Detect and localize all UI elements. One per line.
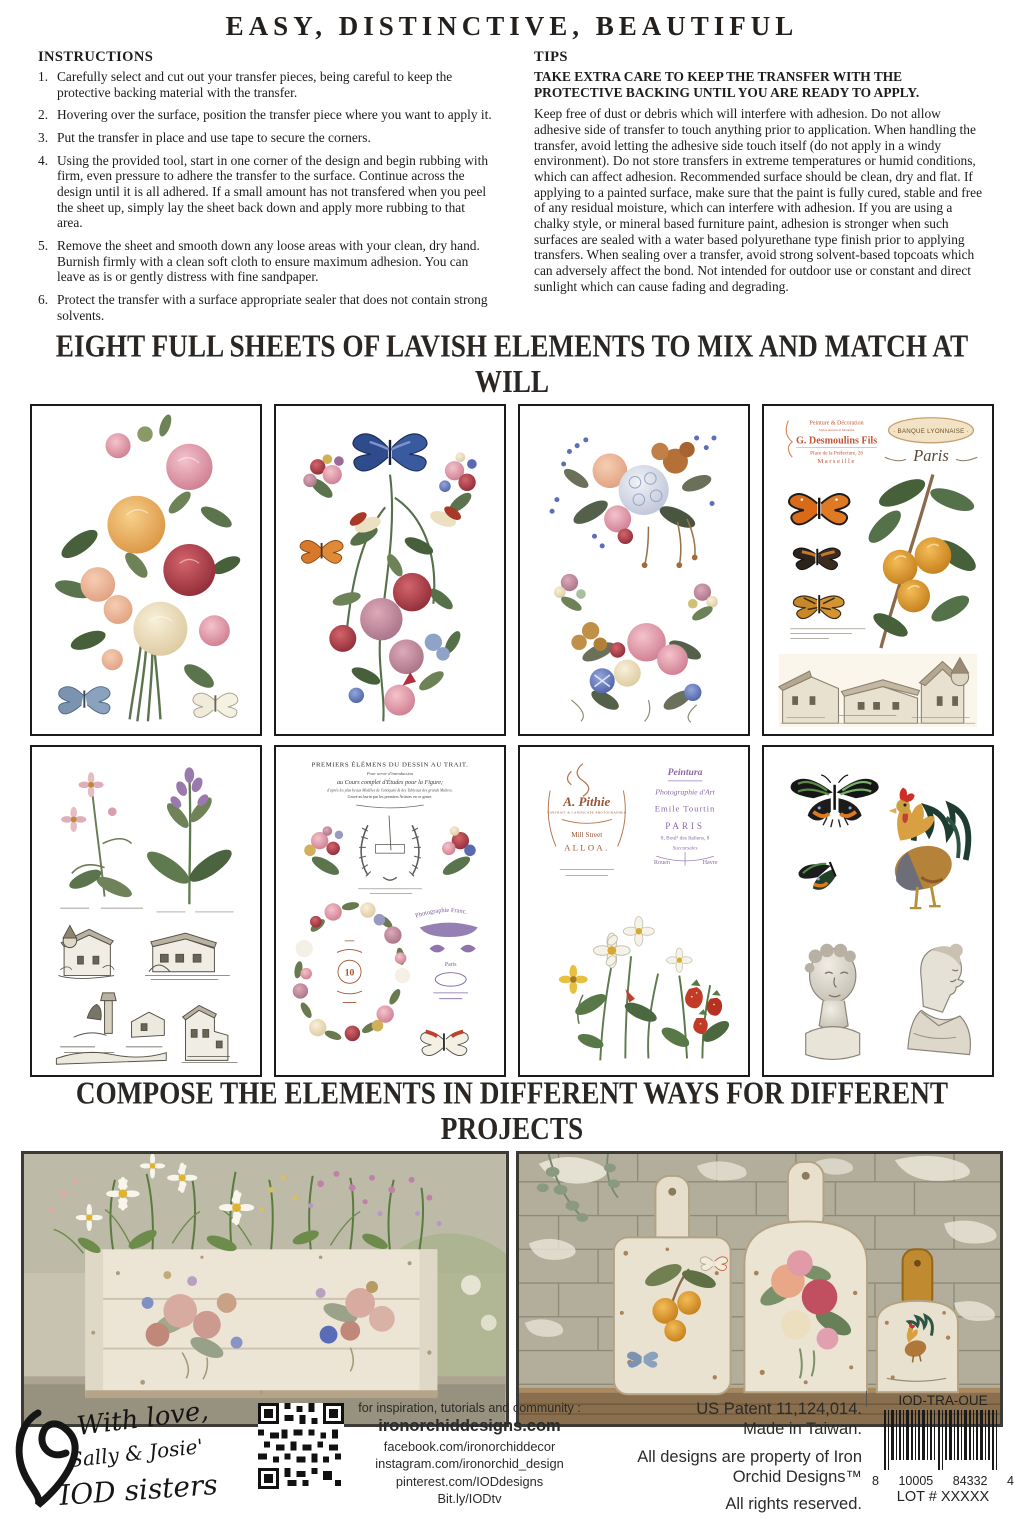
monarch-butterfly-icon xyxy=(789,494,849,524)
bitly-link: Bit.ly/IODtv xyxy=(437,1490,502,1506)
transfer-sheet-cascade-bouquet xyxy=(274,404,506,736)
transfer-sheet-botanical-etchings xyxy=(30,745,262,1077)
transfer-sheet-dessin-page xyxy=(274,745,506,1077)
specimen-captions xyxy=(60,909,233,913)
instruction-step: Protect the transfer with a surface appropriate sealer that does not contain strong solvents. xyxy=(57,292,488,323)
community-intro: for inspiration, tutorials and community : xyxy=(358,1401,581,1415)
mini-bouquet-right xyxy=(440,827,476,879)
etching-fountain-scene xyxy=(56,993,166,1064)
blue-butterfly-icon xyxy=(353,434,427,471)
wreath-medallion xyxy=(337,941,362,1003)
etching-mill-cottage xyxy=(145,934,230,980)
svg-text:Photographie d'Art: Photographie d'Art xyxy=(655,787,715,797)
red-admiral-butterfly-icon xyxy=(793,548,840,570)
rights-text: All rights reserved. xyxy=(725,1494,862,1513)
transfer-sheet-rose-bouquet xyxy=(30,404,262,736)
svg-text:Succursales: Succursales xyxy=(672,845,698,852)
corner-bouquet-left xyxy=(303,455,343,502)
anemone-flower xyxy=(594,934,631,969)
svg-text:With love,: With love, xyxy=(75,1396,211,1442)
corner-bouquet-right xyxy=(439,453,477,516)
ephemera-apricots-art xyxy=(769,411,987,729)
footer xyxy=(0,1385,1024,1537)
blue-butterfly-icon xyxy=(59,687,110,714)
svg-text:Rouen: Rouen xyxy=(653,860,670,867)
svg-text:Marseille: Marseille xyxy=(817,458,856,466)
svg-text:Pour servir d'introduction: Pour servir d'introduction xyxy=(366,771,414,777)
anemone-flower xyxy=(623,917,654,946)
svg-text:Emile Tourtin: Emile Tourtin xyxy=(654,804,716,815)
property-text: All designs are property of Iron Orchid Designs™ xyxy=(637,1448,862,1487)
svg-text:Peintura: Peintura xyxy=(667,767,703,779)
etching-house-turret xyxy=(58,926,114,979)
text-columns xyxy=(0,42,1024,330)
botanical-left xyxy=(61,773,134,902)
svg-text:Mill Street: Mill Street xyxy=(571,831,603,840)
crate xyxy=(85,1250,437,1399)
svg-text:Havre: Havre xyxy=(702,860,718,867)
svg-text:IOD sisters: IOD sisters xyxy=(58,1467,219,1512)
instructions-column xyxy=(38,49,492,330)
dessin-page-art xyxy=(281,752,499,1070)
floral-wreath xyxy=(293,901,411,1042)
instruction-step: Using the provided tool, start in one corner of the design and begin rubbing with firm, even pressure to adhere the transfer to the surface. Continue across the design until it is all adhered. If a small amount has not transfered when you peel the sheet up, simply lay the sheet back down and apply more rubbing to that area. xyxy=(57,152,489,231)
botanical-right xyxy=(143,768,236,905)
white-butterfly-icon xyxy=(193,694,238,718)
transfer-sheet-grid xyxy=(30,404,994,1077)
trade-labels-art xyxy=(525,752,743,1070)
purple-ephemera xyxy=(414,907,481,999)
barcode xyxy=(874,1410,1012,1472)
website-link: ironorchiddesigns.com xyxy=(378,1417,561,1435)
sku-code: IOD-TRA-OUE xyxy=(898,1393,988,1408)
barcode-block xyxy=(872,1393,1014,1505)
svg-text:Peinture & Décoration: Peinture & Décoration xyxy=(809,420,864,427)
instagram-link: instagram.com/ironorchid_design xyxy=(375,1456,564,1472)
moths-rooster-busts-art xyxy=(769,752,987,1070)
boards-photo-art xyxy=(519,1154,1001,1424)
yellow-flower xyxy=(559,965,588,994)
made-in-text: Made in Taiwan. xyxy=(743,1420,862,1439)
lot-number: LOT # XXXXX xyxy=(896,1489,990,1505)
svg-text:Sally & Josie': Sally & Josie' xyxy=(68,1434,205,1472)
side-sprigs xyxy=(554,574,718,623)
signature-block xyxy=(8,1393,253,1530)
desmoulins-label xyxy=(786,421,877,466)
svg-text:PORTRAIT & LANDSCAPE PHOTOGRAP: PORTRAIT & LANDSCAPE PHOTOGRAPHER xyxy=(547,811,627,816)
svg-text:Place de la Préfecture, 26: Place de la Préfecture, 26 xyxy=(810,450,863,457)
strawberry-botanicals xyxy=(659,948,733,1058)
botanical-etchings-art xyxy=(37,752,255,1070)
community-links xyxy=(352,1401,587,1507)
signature-art xyxy=(8,1393,253,1525)
sunset-moth-icon xyxy=(791,776,879,828)
transfer-sheet-ephemera-apricots xyxy=(762,404,994,736)
pastel-bouquets-art xyxy=(525,411,743,729)
honeysuckle-flowers xyxy=(348,504,464,536)
apricot-branch xyxy=(864,474,981,648)
transfer-sheet-pastel-bouquets xyxy=(518,404,750,736)
classical-bust-profile xyxy=(908,944,971,1055)
svg-text:G. Desmoulins Fils: G. Desmoulins Fils xyxy=(795,436,878,448)
sunset-moth-folded-icon xyxy=(797,860,838,895)
instructions-heading: INSTRUCTIONS xyxy=(38,49,154,65)
banque-badge xyxy=(885,418,978,465)
svg-text:ALLOA.: ALLOA. xyxy=(564,842,610,853)
instructions-list xyxy=(38,69,492,323)
barcode-digits: 8 10005 84332 4 xyxy=(872,1474,1014,1488)
village-sketch xyxy=(779,654,978,727)
caption-lines xyxy=(358,889,422,894)
transfer-sheet-trade-labels xyxy=(518,745,750,1077)
svg-text:d'après les plus beaux Modèles: d'après les plus beaux Modèles de l'antiquité & des Tableaux des grands Maîtres. xyxy=(327,788,453,793)
svg-text:Photographie Franc.: Photographie Franc. xyxy=(414,907,468,921)
crate-photo-art xyxy=(24,1154,506,1424)
laurel-wreath xyxy=(359,816,421,881)
svg-text:PREMIERS ÉLÉMENS DU DESSIN AU: PREMIERS ÉLÉMENS DU DESSIN AU TRAIT. xyxy=(311,761,469,769)
svg-text:Gravé au burin par les premier: Gravé au burin par les premiers Artistes en ce genre. xyxy=(347,794,433,800)
svg-text:Styles Ancien et Moderne: Styles Ancien et Moderne xyxy=(818,428,855,433)
svg-text:Paris: Paris xyxy=(444,962,457,969)
svg-text:8, Boulᵈ des Italiens, 8: 8, Boulᵈ des Italiens, 8 xyxy=(660,836,710,843)
instruction-step: Carefully select and cut out your transfer pieces, being careful to keep the protective backing material with the transfer. xyxy=(57,69,453,100)
classical-bust-front xyxy=(805,944,860,1060)
qr-code xyxy=(258,1403,344,1494)
tourtin-label xyxy=(654,768,718,867)
white-butterfly-icon xyxy=(421,1032,469,1056)
projects-section-heading: COMPOSE THE ELEMENTS IN DIFFERENT WAYS FOR DIFFERENT PROJECTS xyxy=(75,1076,949,1147)
pink-flower xyxy=(61,773,116,833)
cascade-bouquet-art xyxy=(281,411,499,729)
legal-block xyxy=(600,1399,862,1514)
instruction-step: Put the transfer in place and use tape to secure the corners. xyxy=(57,130,371,146)
tips-warning: TAKE EXTRA CARE TO KEEP THE TRANSFER WITH THE PROTECTIVE BACKING UNTIL YOU ARE READY TO APPLY. xyxy=(534,69,920,100)
tips-heading: TIPS xyxy=(534,49,568,65)
etching-tall-houses xyxy=(182,1006,238,1063)
svg-text:Paris: Paris xyxy=(913,446,949,466)
svg-text:PARIS: PARIS xyxy=(665,821,705,832)
facebook-link: facebook.com/ironorchiddecor xyxy=(383,1439,556,1454)
patent-text: US Patent 11,124,014. xyxy=(696,1400,862,1418)
anemone-botanicals xyxy=(559,917,659,1061)
strawberry-blossom xyxy=(666,948,692,972)
instruction-step: Remove the sheet and smooth down any loose areas with your clean, dry hand. Burnish firmly with a clean soft cloth to ensure maximum adhesion. You can leave as is or gently distress with fine sandpaper. xyxy=(57,238,480,285)
svg-text:· BANQUE LYONNAISE ·: · BANQUE LYONNAISE · xyxy=(893,428,969,436)
sheets-section-heading: EIGHT FULL SHEETS OF LAVISH ELEMENTS TO MIX AND MATCH AT WILL xyxy=(55,329,969,400)
pinterest-link: pinterest.com/IODdesigns xyxy=(395,1473,544,1489)
top-bouquet xyxy=(550,436,717,569)
tips-body: Keep free of dust or debris which will interfere with adhesion. Do not allow adhesive side of transfer to touch anything prior to application. When handling the transfer, avoid letting the adhesive side touch itself (do not apply in a windy environment). Do not store transfers in extreme temperatures or humid conditions, which can affect adhesion. Recommended surface should be clean, dry and flat. If applying to a painted surface, make sure that the paint is fully cured, stable and free of any residual moisture, which can interfere with adhesion. If you are using a chalky style, or mineral based furniture paint, adhesion is stronger when such surfaces are sealed with a water based polyurethane type finish prior to applying transfers. When sealing over a transfer, avoid strong solvent-based topcoats which can adversely affect the bond. Not intended for outdoor use or constant and direct sunlight which can cause fading and degrading. xyxy=(534,106,983,294)
mini-bouquet-left xyxy=(304,827,343,879)
pithie-label xyxy=(547,764,626,876)
transfer-sheet-moths-rooster-busts xyxy=(762,745,994,1077)
svg-text:au Cours complet d'Études pour: au Cours complet d'Études pour la Figure; xyxy=(336,780,444,787)
divider xyxy=(866,1391,867,1407)
caption-lines xyxy=(790,629,865,639)
orange-butterfly-icon xyxy=(300,541,343,564)
page-title: EASY, DISTINCTIVE, BEAUTIFUL xyxy=(225,11,799,41)
bottom-bouquet xyxy=(571,622,703,722)
rose-bouquet-art xyxy=(37,411,255,729)
tiger-butterfly-icon xyxy=(793,595,844,619)
tips-column xyxy=(534,49,988,330)
rooster-icon xyxy=(889,788,969,908)
instruction-step: Hovering over the surface, position the transfer piece where you want to apply it. xyxy=(57,107,492,123)
svg-text:A. Pithie: A. Pithie xyxy=(563,794,611,810)
svg-text:10: 10 xyxy=(344,967,355,979)
